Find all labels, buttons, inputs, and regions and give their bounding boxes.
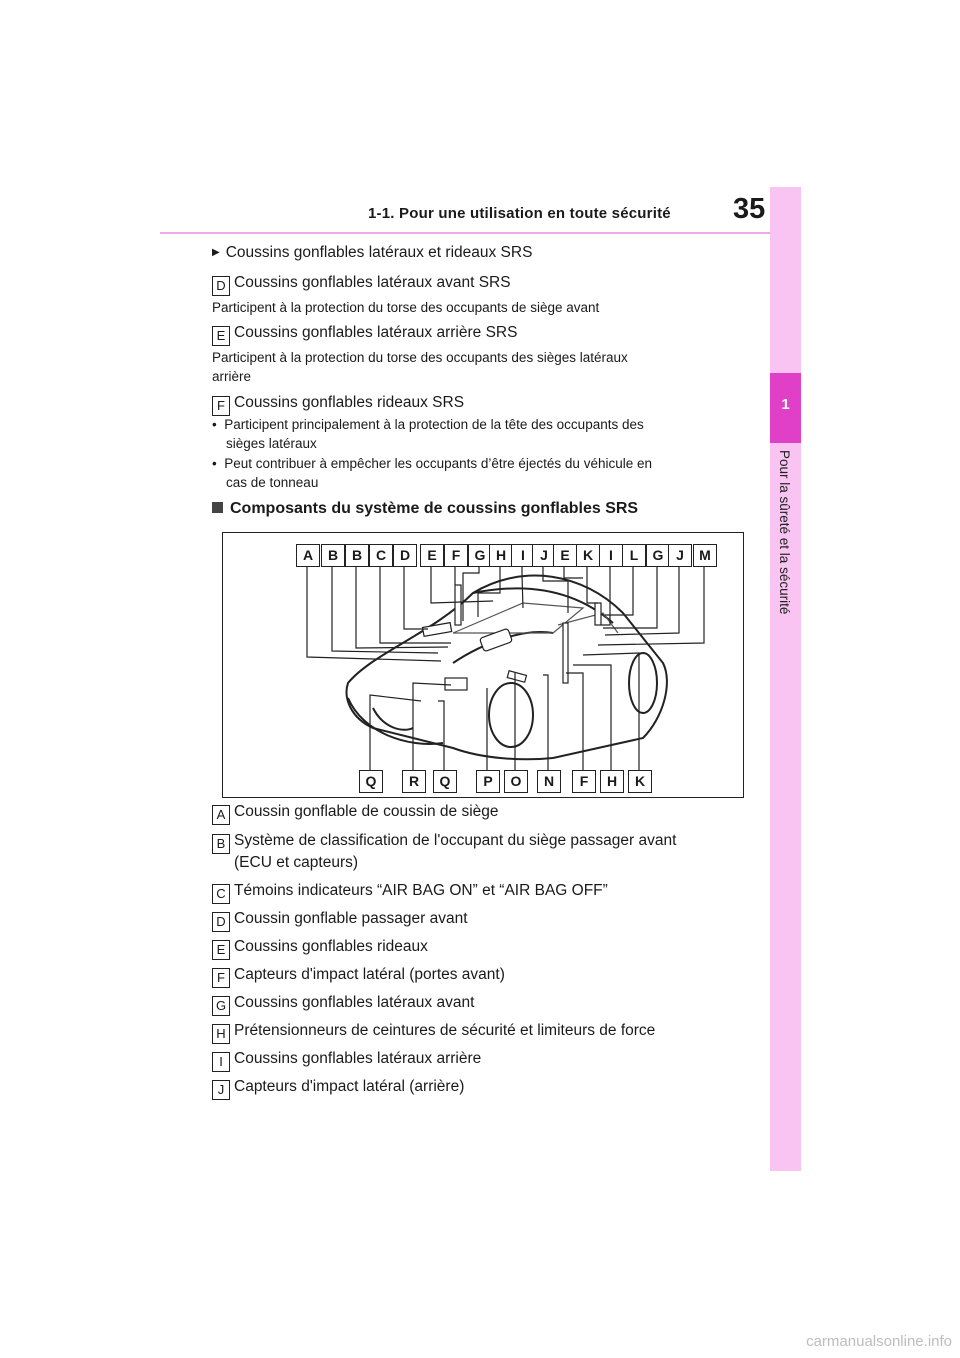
callout-label-p: P bbox=[476, 770, 500, 793]
legend-box-a: A bbox=[212, 805, 230, 825]
item-d-desc: Participent à la protection du torse des occupants de siège avant bbox=[212, 300, 600, 315]
components-heading: Composants du système de coussins gonflables SRS bbox=[212, 500, 638, 518]
legend-text-f: Capteurs d'impact latéral (portes avant) bbox=[234, 966, 505, 983]
callout-label-o: O bbox=[504, 770, 528, 793]
legend-box-b: B bbox=[212, 834, 230, 854]
item-f-bullet-1-cont: sièges latéraux bbox=[226, 436, 317, 451]
callout-label-c: C bbox=[369, 544, 393, 567]
legend-box-c: C bbox=[212, 884, 230, 904]
label-box-f: F bbox=[212, 396, 230, 416]
page-number: 35 bbox=[733, 193, 766, 225]
callout-label-i: I bbox=[511, 544, 535, 567]
callout-label-j: J bbox=[532, 544, 556, 567]
callout-label-r: R bbox=[402, 770, 426, 793]
legend-text-c: Témoins indicateurs “AIR BAG ON” et “AIR BAG OFF” bbox=[234, 882, 608, 899]
callout-label-m: M bbox=[693, 544, 717, 567]
item-e-desc-line2: arrière bbox=[212, 369, 252, 384]
callout-label-n: N bbox=[537, 770, 561, 793]
callout-label-b: B bbox=[345, 544, 369, 567]
legend-text-b: Système de classification de l'occupant du siège passager avant bbox=[234, 832, 677, 849]
item-f-bullet-2-cont: cas de tonneau bbox=[226, 475, 319, 490]
bullet-dot: • bbox=[212, 456, 225, 471]
callout-label-e: E bbox=[553, 544, 577, 567]
legend-box-j: J bbox=[212, 1080, 230, 1100]
callout-label-i: I bbox=[599, 544, 623, 567]
legend-text-e: Coussins gonflables rideaux bbox=[234, 938, 428, 955]
item-e-desc-line1: Participent à la protection du torse des occupants des sièges latéraux bbox=[212, 350, 628, 365]
chapter-title: Pour la sûreté et la sécurité bbox=[777, 450, 792, 615]
legend-text-a: Coussin gonflable de coussin de siège bbox=[234, 803, 499, 820]
chapter-number: 1 bbox=[770, 373, 801, 443]
legend-box-i: I bbox=[212, 1052, 230, 1072]
item-e-title: Coussins gonflables latéraux arrière SRS bbox=[234, 324, 518, 341]
callout-label-j: J bbox=[668, 544, 692, 567]
label-box-e: E bbox=[212, 326, 230, 346]
legend-text-j: Capteurs d'impact latéral (arrière) bbox=[234, 1078, 465, 1095]
callout-label-g: G bbox=[468, 544, 492, 567]
callout-label-l: L bbox=[622, 544, 646, 567]
callout-label-h: H bbox=[600, 770, 624, 793]
legend-box-e: E bbox=[212, 940, 230, 960]
legend-text-i: Coussins gonflables latéraux arrière bbox=[234, 1050, 482, 1067]
callout-label-a: A bbox=[296, 544, 320, 567]
callout-label-q: Q bbox=[359, 770, 383, 793]
legend-box-g: G bbox=[212, 996, 230, 1016]
callout-label-e: E bbox=[420, 544, 444, 567]
watermark: carmanualsonline.info bbox=[806, 1333, 952, 1350]
airbag-diagram bbox=[222, 532, 744, 798]
bullet-dot: • bbox=[212, 417, 225, 432]
legend-text-b-cont: (ECU et capteurs) bbox=[234, 854, 359, 871]
play-bullet-icon: ▶ bbox=[212, 247, 220, 258]
item-d-title: Coussins gonflables latéraux avant SRS bbox=[234, 274, 511, 291]
legend-text-d: Coussin gonflable passager avant bbox=[234, 910, 468, 927]
callout-label-q: Q bbox=[433, 770, 457, 793]
item-f-bullet-1: • Participent principalement à la protection de la tête des occupants des bbox=[212, 417, 644, 432]
section-header: 1-1. Pour une utilisation en toute sécurité bbox=[368, 205, 671, 222]
legend-box-d: D bbox=[212, 912, 230, 932]
callout-label-k: K bbox=[628, 770, 652, 793]
legend-box-h: H bbox=[212, 1024, 230, 1044]
chapter-tab bbox=[770, 187, 801, 1171]
section-title: ▶ Coussins gonflables latéraux et rideaux SRS bbox=[212, 244, 533, 261]
callout-label-b: B bbox=[321, 544, 345, 567]
callout-label-f: F bbox=[444, 544, 468, 567]
header-divider bbox=[160, 232, 770, 234]
callout-label-f: F bbox=[572, 770, 596, 793]
square-bullet-icon bbox=[212, 502, 223, 513]
car-outline-icon bbox=[347, 576, 667, 760]
label-box-d: D bbox=[212, 276, 230, 296]
item-f-title: Coussins gonflables rideaux SRS bbox=[234, 394, 465, 411]
callout-label-g: G bbox=[646, 544, 670, 567]
item-f-bullet-2: • Peut contribuer à empêcher les occupants d’être éjectés du véhicule en bbox=[212, 456, 652, 471]
callout-label-k: K bbox=[576, 544, 600, 567]
callout-label-h: H bbox=[489, 544, 513, 567]
legend-box-f: F bbox=[212, 968, 230, 988]
car-airbag-illustration bbox=[223, 533, 743, 797]
legend-text-h: Prétensionneurs de ceintures de sécurité et limiteurs de force bbox=[234, 1022, 656, 1039]
callout-label-d: D bbox=[393, 544, 417, 567]
legend-text-g: Coussins gonflables latéraux avant bbox=[234, 994, 475, 1011]
